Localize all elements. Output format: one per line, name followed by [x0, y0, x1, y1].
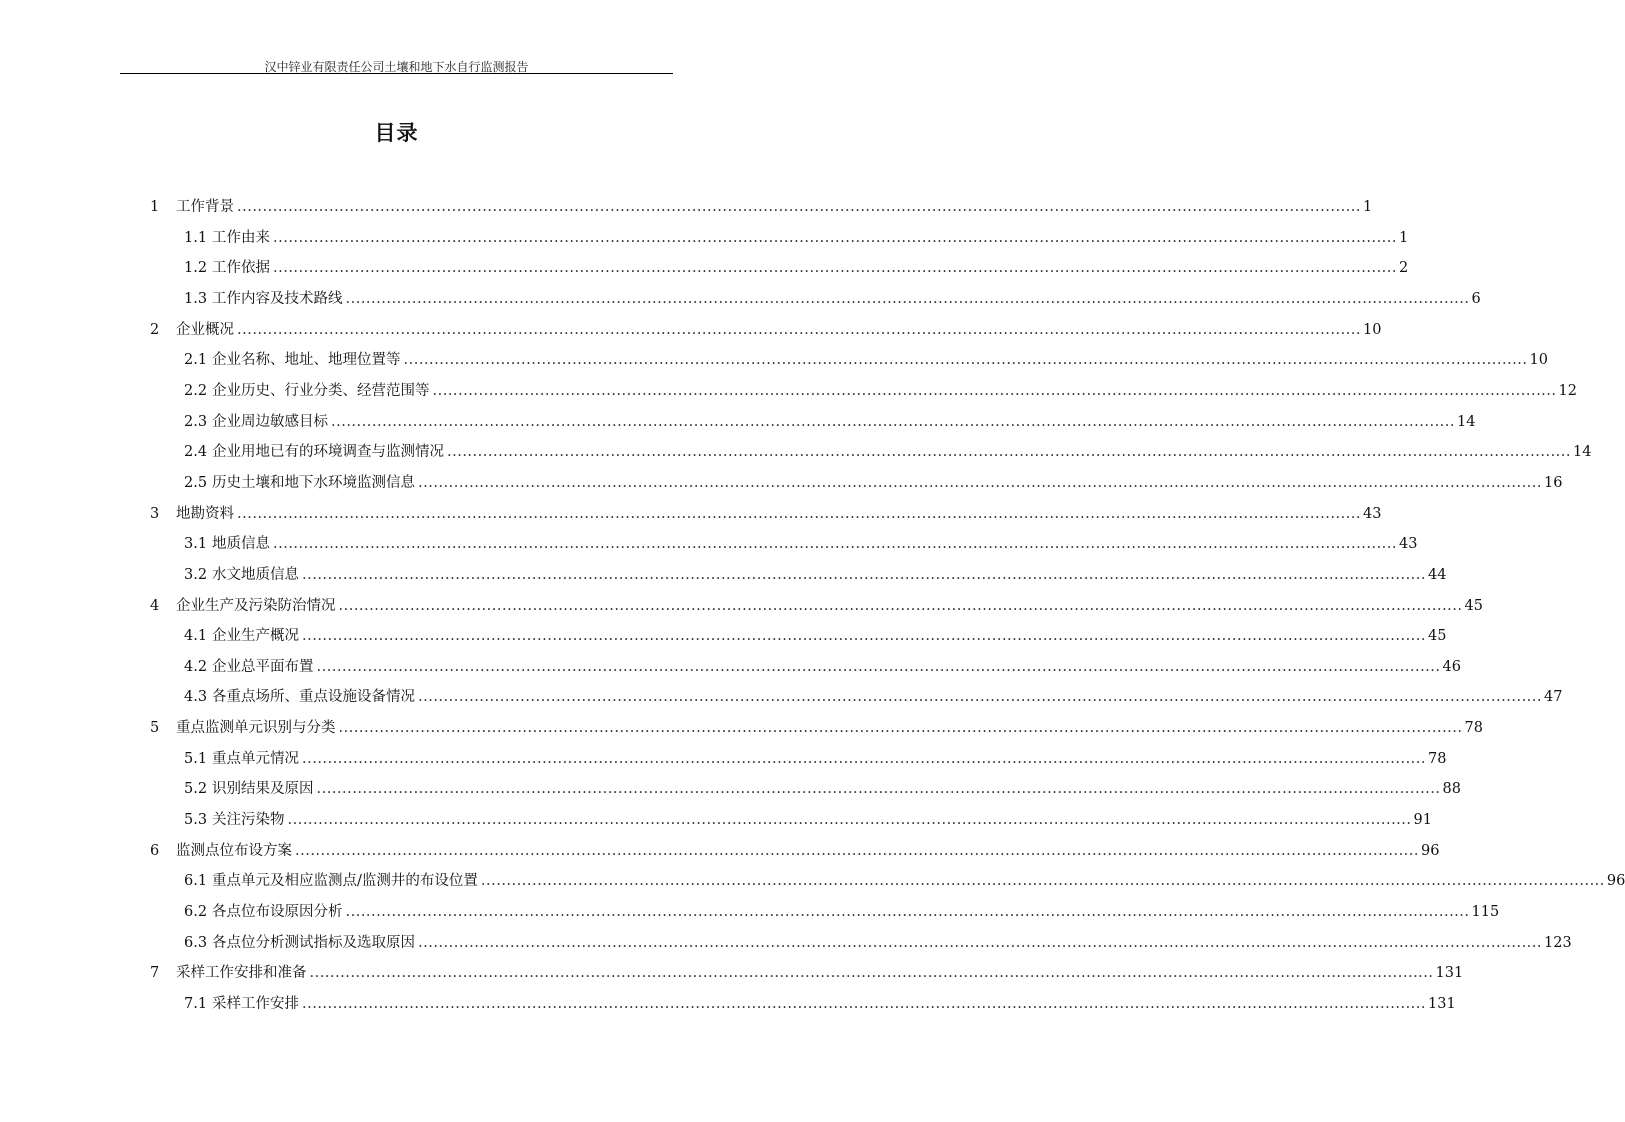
toc-section-entry[interactable] [184, 994, 1456, 1014]
toc-entry-title: 企业总平面布置 [212, 658, 314, 675]
toc-dot-leader: ............................................................................................................................................................................................................................ [331, 413, 1456, 430]
toc-entry-number: 5 [150, 720, 160, 736]
toc-entry-number: 6.1 [184, 873, 208, 890]
toc-dot-leader: ............................................................................................................................................................................................................................ [237, 505, 1362, 522]
toc-chapter-entry[interactable] [150, 320, 1382, 340]
toc-entry-page-number: 43 [1363, 505, 1382, 522]
toc-entry-title: 工作内容及技术路线 [212, 290, 343, 307]
toc-dot-leader: ............................................................................................................................................................................................................................ [403, 352, 1528, 369]
toc-entry-page-number: 16 [1544, 474, 1563, 491]
toc-entry-number: 4.2 [184, 658, 208, 675]
toc-section-entry[interactable] [184, 258, 1409, 278]
toc-dot-leader: ............................................................................................................................................................................................................................ [338, 720, 1463, 736]
toc-entry-page-number: 96 [1606, 873, 1625, 890]
toc-entry-number: 2.4 [184, 444, 208, 461]
toc-section-entry[interactable] [184, 534, 1418, 554]
toc-chapter-entry[interactable] [150, 596, 1483, 616]
toc-section-entry[interactable] [184, 657, 1461, 677]
toc-entry-page-number: 43 [1399, 536, 1418, 553]
toc-dot-leader: ............................................................................................................................................................................................................................ [295, 842, 1420, 859]
toc-entry-number: 6.3 [184, 934, 208, 951]
toc-entry-title: 工作依据 [212, 260, 270, 277]
toc-entry-page-number: 88 [1442, 781, 1461, 798]
toc-dot-leader: ............................................................................................................................................................................................................................ [273, 260, 1398, 277]
toc-chapter-entry[interactable] [150, 718, 1483, 738]
toc-section-entry[interactable] [184, 810, 1432, 830]
toc-entry-number: 1 [150, 199, 160, 215]
toc-entry-number: 2.3 [184, 413, 208, 430]
toc-entry-number: 4.3 [184, 689, 208, 706]
toc-entry-page-number: 45 [1428, 628, 1447, 645]
toc-entry-number: 3 [150, 505, 160, 522]
toc-entry-page-number: 45 [1464, 597, 1483, 614]
toc-entry-title: 企业生产概况 [212, 628, 299, 645]
toc-entry-number: 2.5 [184, 474, 208, 491]
toc-entry-number: 1.2 [184, 260, 208, 277]
toc-entry-page-number: 1 [1363, 199, 1373, 215]
toc-entry-number: 6.2 [184, 903, 208, 920]
toc-chapter-entry[interactable] [150, 841, 1440, 861]
toc-entry-number: 4 [150, 597, 160, 614]
toc-dot-leader: ............................................................................................................................................................................................................................ [418, 474, 1543, 491]
toc-entry-title: 重点监测单元识别与分类 [176, 720, 336, 736]
toc-dot-leader: ............................................................................................................................................................................................................................ [432, 382, 1557, 399]
toc-entry-title: 企业用地已有的环境调查与监测情况 [212, 444, 444, 461]
toc-entry-page-number: 12 [1558, 382, 1577, 399]
toc-entry-title: 关注污染物 [212, 812, 285, 828]
toc-entry-title: 企业历史、行业分类、经营范围等 [212, 382, 430, 399]
toc-entry-title: 各重点场所、重点设施设备情况 [212, 689, 415, 706]
toc-section-entry[interactable] [184, 289, 1481, 309]
toc-entry-title: 识别结果及原因 [212, 781, 314, 798]
toc-entry-number: 5.1 [184, 750, 208, 767]
toc-section-entry[interactable] [184, 687, 1563, 707]
toc-entry-title: 企业概况 [176, 321, 234, 338]
toc-entry-number: 3.2 [184, 566, 208, 583]
toc-entry-title: 重点单元及相应监测点/监测井的布设位置 [212, 873, 478, 890]
toc-section-entry[interactable] [184, 412, 1476, 432]
toc-entry-page-number: 10 [1529, 352, 1548, 369]
toc-dot-leader: ............................................................................................................................................................................................................................ [345, 290, 1470, 307]
toc-entry-title: 采样工作安排 [212, 995, 299, 1012]
toc-entry-page-number: 10 [1363, 321, 1382, 338]
toc-entry-title: 历史土壤和地下水环境监测信息 [212, 474, 415, 491]
toc-entry-page-number: 123 [1544, 934, 1572, 951]
toc-entry-title: 工作由来 [212, 229, 270, 246]
toc-entry-page-number: 131 [1435, 965, 1464, 982]
toc-entry-title: 水文地质信息 [212, 566, 299, 583]
toc-section-entry[interactable] [184, 565, 1447, 585]
toc-entry-title: 采样工作安排和准备 [176, 965, 307, 982]
toc-dot-leader: ............................................................................................................................................................................................................................ [345, 903, 1470, 920]
toc-section-entry[interactable] [184, 442, 1592, 462]
toc-entry-number: 7 [150, 965, 160, 982]
toc-section-entry[interactable] [184, 473, 1563, 493]
toc-entry-number: 2.1 [184, 352, 208, 369]
toc-dot-leader: ............................................................................................................................................................................................................................ [447, 444, 1572, 461]
toc-dot-leader: ............................................................................................................................................................................................................................ [302, 995, 1427, 1012]
toc-entry-title: 企业生产及污染防治情况 [176, 597, 336, 614]
toc-dot-leader: ............................................................................................................................................................................................................................ [338, 597, 1463, 614]
toc-entry-number: 3.1 [184, 536, 208, 553]
toc-entry-page-number: 47 [1544, 689, 1563, 706]
toc-entry-page-number: 14 [1457, 413, 1476, 430]
toc-entry-title: 地质信息 [212, 536, 270, 553]
toc-entry-number: 1.3 [184, 290, 208, 307]
toc-chapter-entry[interactable] [150, 504, 1382, 524]
toc-dot-leader: ............................................................................................................................................................................................................................ [418, 934, 1543, 951]
toc-entry-page-number: 131 [1428, 995, 1456, 1012]
toc-dot-leader: ............................................................................................................................................................................................................................ [302, 750, 1427, 767]
toc-dot-leader: ............................................................................................................................................................................................................................ [316, 658, 1441, 675]
toc-section-entry[interactable] [184, 381, 1577, 401]
toc-title: 目录 [374, 121, 419, 145]
toc-entry-title: 各点位布设原因分析 [212, 903, 343, 920]
toc-entry-title: 工作背景 [176, 199, 234, 215]
toc-entry-number: 2.2 [184, 382, 208, 399]
toc-entry-page-number: 6 [1471, 290, 1481, 307]
toc-entry-number: 4.1 [184, 628, 208, 645]
toc-dot-leader: ............................................................................................................................................................................................................................ [302, 566, 1427, 583]
toc-entry-page-number: 78 [1464, 720, 1483, 736]
toc-dot-leader: ............................................................................................................................................................................................................................ [480, 873, 1605, 890]
toc-entry-page-number: 78 [1428, 750, 1447, 767]
toc-entry-title: 各点位分析测试指标及选取原因 [212, 934, 415, 951]
toc-section-entry[interactable] [184, 902, 1500, 922]
toc-entry-number: 1.1 [184, 229, 208, 246]
toc-section-entry[interactable] [184, 626, 1447, 646]
toc-dot-leader: ............................................................................................................................................................................................................................ [418, 689, 1543, 706]
toc-entry-number: 7.1 [184, 995, 208, 1012]
toc-entry-number: 5.2 [184, 781, 208, 798]
toc-section-entry[interactable] [184, 228, 1409, 248]
toc-entry-page-number: 96 [1421, 842, 1440, 859]
toc-entry-page-number: 91 [1413, 812, 1432, 828]
toc-dot-leader: ............................................................................................................................................................................................................................ [309, 965, 1434, 982]
toc-entry-page-number: 46 [1442, 658, 1461, 675]
toc-section-entry[interactable] [184, 933, 1572, 953]
toc-dot-leader: ............................................................................................................................................................................................................................ [302, 628, 1427, 645]
toc-chapter-entry[interactable] [150, 963, 1464, 983]
toc-section-entry[interactable] [184, 749, 1447, 769]
toc-entry-title: 地勘资料 [176, 505, 234, 522]
toc-dot-leader: ............................................................................................................................................................................................................................ [316, 781, 1441, 798]
toc-entry-title: 监测点位布设方案 [176, 842, 292, 859]
toc-section-entry[interactable] [184, 871, 1625, 891]
toc-entry-page-number: 2 [1399, 260, 1409, 277]
toc-entry-title: 企业周边敏感目标 [212, 413, 328, 430]
toc-dot-leader: ............................................................................................................................................................................................................................ [287, 812, 1412, 828]
toc-entry-page-number: 44 [1428, 566, 1447, 583]
toc-entry-page-number: 115 [1471, 903, 1500, 920]
toc-entry-page-number: 14 [1573, 444, 1592, 461]
toc-entry-number: 6 [150, 842, 160, 859]
toc-dot-leader: ............................................................................................................................................................................................................................ [273, 536, 1398, 553]
toc-section-entry[interactable] [184, 779, 1461, 799]
toc-entry-title: 重点单元情况 [212, 750, 299, 767]
toc-entry-number: 5.3 [184, 812, 208, 828]
toc-dot-leader: ............................................................................................................................................................................................................................ [237, 321, 1362, 338]
toc-dot-leader: ............................................................................................................................................................................................................................ [273, 229, 1398, 246]
toc-entry-number: 2 [150, 321, 160, 338]
toc-chapter-entry[interactable] [150, 197, 1373, 217]
toc-section-entry[interactable] [184, 350, 1548, 370]
toc-entry-page-number: 1 [1399, 229, 1409, 246]
toc-dot-leader: ............................................................................................................................................................................................................................ [237, 199, 1362, 215]
running-header: 汉中锌业有限责任公司土壤和地下水自行监测报告 [264, 60, 529, 74]
toc-entry-title: 企业名称、地址、地理位置等 [212, 352, 401, 369]
